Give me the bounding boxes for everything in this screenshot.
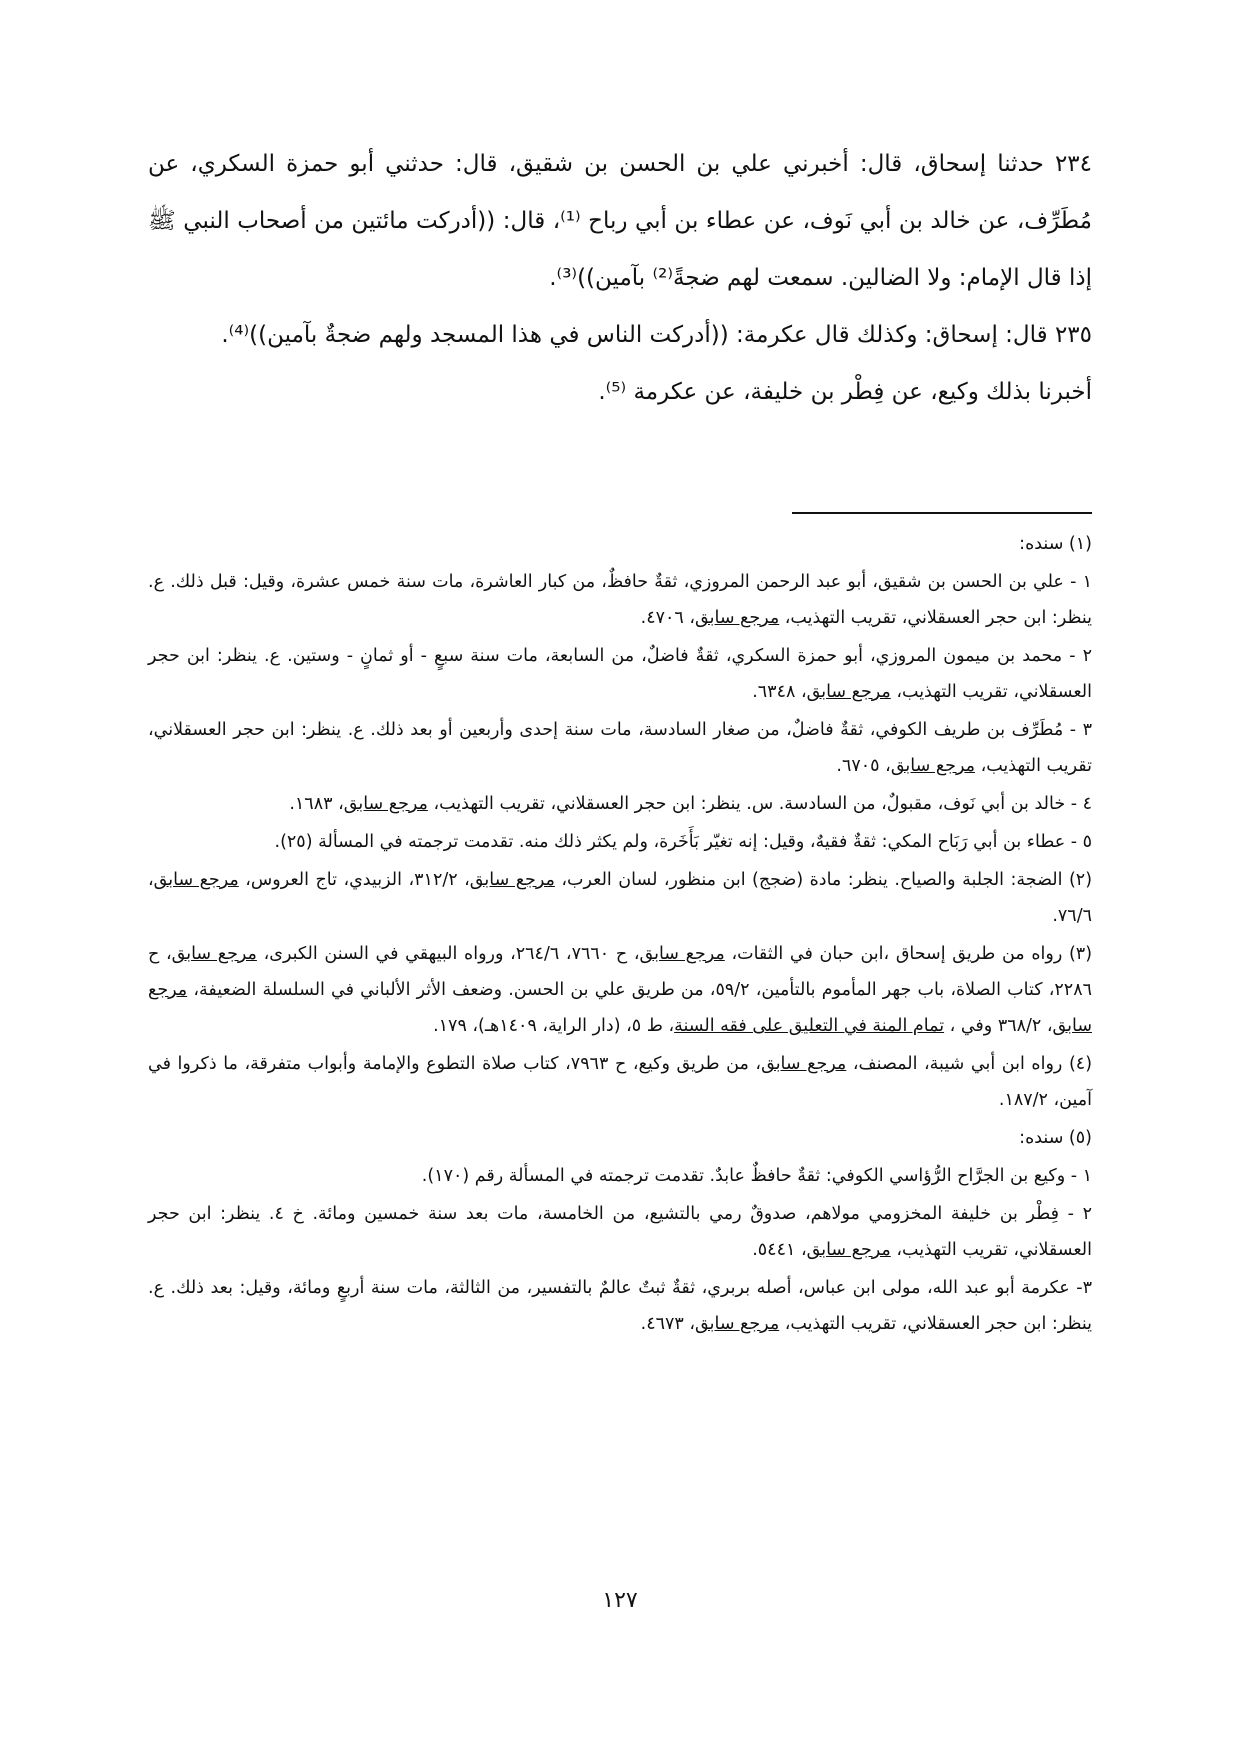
footnote-5-heading: (٥) سنده: — [1019, 1128, 1092, 1148]
reference-link: مرجع سابق — [890, 756, 975, 776]
hadith-235: ٢٣٥ قال: إسحاق: وكذلك قال عكرمة: ((أدركت الناس في هذا المسجد ولهم ضجةٌ بآمين))⁽⁴⁾. — [221, 322, 1092, 348]
footnote-1-narrator-1: ١ - علي بن الحسن بن شقيق، أبو عبد الرحمن المروزي، ثقةٌ حافظٌ، من كبار العاشرة، مات سنة خمس عشرة، وقيل: قبل ذلك. ع. ينظر: ابن حجر العسقلاني، تقريب التهذيب، مرجع سابق، ٤٧٠٦. — [148, 572, 1092, 628]
reference-link: مرجع سابق — [639, 944, 725, 964]
footnote-4: (٤) رواه ابن أبي شيبة، المصنف، مرجع سابق، من طريق وكيع، ح ٧٩٦٣، كتاب صلاة التطوع والإمامة وأبواب متفرقة، ما ذكروا في آمين، ١٨٧/٢. — [148, 1054, 1093, 1110]
reference-link: مرجع سابق — [761, 1054, 847, 1074]
reference-link: مرجع سابق — [695, 1314, 780, 1334]
footnote-5-narrator-2: ٢ - فِطْر بن خليفة المخزومي مولاهم، صدوقٌ رمي بالتشيع، من الخامسة، مات بعد سنة خمسين ومائة. خ ٤. ينظر: ابن حجر العسقلاني، تقريب التهذيب، مرجع سابق، ٥٤٤١. — [148, 1204, 1092, 1260]
footnote-5-narrator-1: ١ - وكيع بن الجرَّاح الرُّؤاسي الكوفي: ثقةٌ حافظٌ عابدٌ. تقدمت ترجمته في المسألة رقم (١٧٠). — [421, 1166, 1092, 1186]
footnote-1-narrator-2: ٢ - محمد بن ميمون المروزي، أبو حمزة السكري، ثقةٌ فاضلٌ، من السابعة، مات سنة سبعٍ - أو ثمانٍ - وستين. ع. ينظر: ابن حجر العسقلاني، تقريب التهذيب، مرجع سابق، ٦٣٤٨. — [148, 646, 1092, 702]
footnote-2: (٢) الضجة: الجلبة والصياح. ينظر: مادة (ضجج) ابن منظور، لسان العرب، مرجع سابق، ٣١٢/٢، الزبيدي، تاج العروس، مرجع سابق، ٧٦/٦. — [148, 870, 1093, 926]
reference-link: مرجع سابق — [469, 870, 555, 890]
footnote-5-narrator-3: ٣- عكرمة أبو عبد الله، مولى ابن عباس، أصله بربري، ثقةٌ ثبتٌ عالمٌ بالتفسير، من الثالثة، مات سنة أربعٍ ومائة، وقيل: بعد ذلك. ع. ينظر: ابن حجر العسقلاني، تقريب التهذيب، مرجع سابق، ٤٦٧٣. — [148, 1278, 1092, 1334]
footnote-3: (٣) رواه من طريق إسحاق ،ابن حبان في الثقات، مرجع سابق، ح ٧٦٦٠، ٢٦٤/٦، ورواه البيهقي في السنن الكبرى، مرجع سابق، ح ٢٢٨٦، كتاب الصلاة، باب جهر المأموم بالتأمين، ٥٩/٢، من طريق علي بن الحسن. وضعف الأثر الألباني في السلسلة الضعيفة، مرجع سابق، ٣٦٨/٢ وفي ، تمام المنة في التعليق على فقه السنة، ط ٥، (دار الراية، ١٤٠٩هـ)، ١٧٩. — [148, 944, 1093, 1036]
reference-link: مرجع سابق — [171, 944, 257, 964]
footnote-1-narrator-5: ٥ - عطاء بن أبي رَبَاح المكي: ثقةٌ فقيهٌ، وقيل: إنه تغيّر بَأَخَرة، ولم يكثر ذلك منه. تقدمت ترجمته في المسألة (٢٥). — [274, 832, 1092, 852]
document-page — [148, 0, 1092, 1754]
footnote-separator — [792, 512, 1092, 514]
reference-link: مرجع سابق — [806, 682, 891, 702]
reference-link: مرجع سابق — [153, 870, 239, 890]
footnote-1-narrator-3: ٣ - مُطَرِّف بن طريف الكوفي، ثقةٌ فاضلٌ، من صغار السادسة، مات سنة إحدى وأربعين أو بعد ذلك. ع. ينظر: ابن حجر العسقلاني، تقريب التهذيب، مرجع سابق، ٦٧٠٥. — [148, 720, 1092, 776]
hadith-234: ٢٣٤ حدثنا إسحاق، قال: أخبرني علي بن الحسن بن شقيق، قال: حدثني أبو حمزة السكري، عن مُطَرِّف، عن خالد بن أبي نَوف، عن عطاء بن أبي رباح ⁽¹⁾، قال: ((أدركت مائتين من أصحاب النبي ﷺ إذا قال الإمام: ولا الضالين. سمعت لهم ضجةً⁽²⁾ بآمين))⁽³⁾. — [148, 151, 1092, 291]
footnote-1-narrator-4: ٤ - خالد بن أبي نَوف، مقبولٌ، من السادسة. س. ينظر: ابن حجر العسقلاني، تقريب التهذيب، مرجع سابق، ١٦٨٣. — [289, 794, 1092, 814]
reference-link: مرجع سابق — [148, 980, 1092, 1036]
footnote-1-heading: (١) سنده: — [1019, 534, 1092, 554]
footnotes — [148, 526, 1092, 1344]
book-title: تمام المنة في التعليق على فقه السنة — [674, 1016, 945, 1036]
hadith-235-chain: أخبرنا بذلك وكيع، عن فِطْر بن خليفة، عن عكرمة ⁽⁵⁾. — [598, 379, 1092, 405]
main-text — [148, 136, 1092, 421]
reference-link: مرجع سابق — [343, 794, 428, 814]
page-number: ١٢٧ — [602, 1588, 638, 1613]
reference-link: مرجع سابق — [695, 608, 780, 628]
reference-link: مرجع سابق — [806, 1240, 891, 1260]
